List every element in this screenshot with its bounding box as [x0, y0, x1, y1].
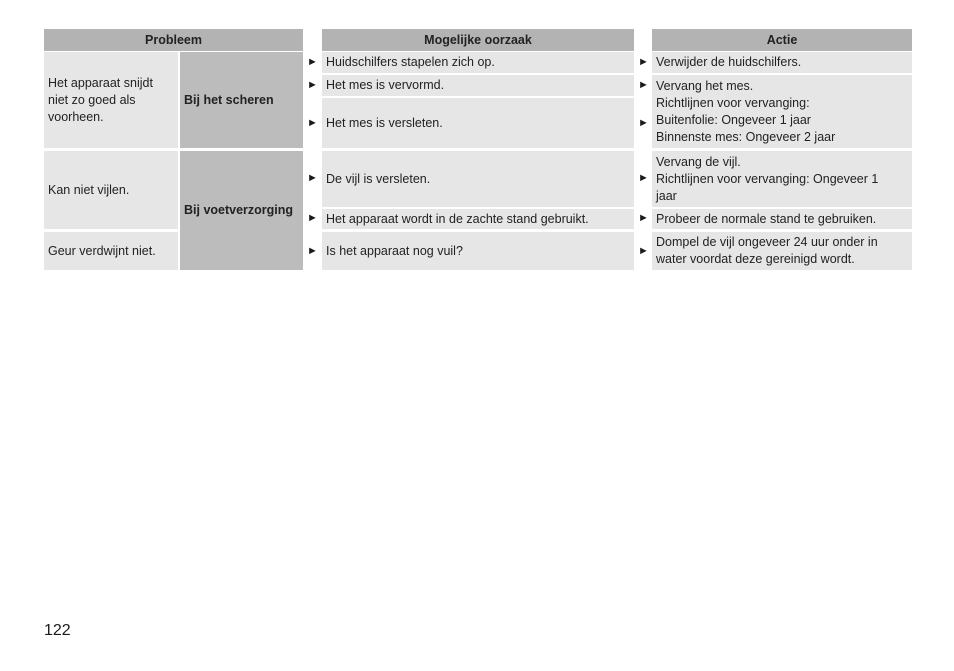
- cause-arrow-icon: ►: [307, 172, 318, 184]
- action-soak-file: Dompel de vijl ongeveer 24 uur onder in water voordat deze gereinigd wordt.: [652, 232, 912, 270]
- action-remove-flakes: Verwijder de huidschilfers.: [652, 52, 912, 73]
- context-foot-care: Bij voetverzorging: [180, 151, 303, 270]
- cause-arrow-icon: ►: [307, 56, 318, 68]
- cause-skin-flakes: Huidschilfers stapelen zich op.: [322, 52, 634, 73]
- action-normal-mode: Probeer de normale stand te gebruiken.: [652, 209, 912, 229]
- cause-soft-mode: Het apparaat wordt in de zachte stand gebruikt.: [322, 209, 634, 229]
- cause-arrow-icon: ►: [307, 79, 318, 91]
- action-replace-file: Vervang de vijl. Richtlijnen voor vervanging: Ongeveer 1 jaar: [652, 151, 912, 207]
- cause-arrow-icon: ►: [307, 117, 318, 129]
- problem-filing: Kan niet vijlen.: [44, 151, 178, 229]
- cause-file-worn: De vijl is versleten.: [322, 151, 634, 207]
- cause-arrow-icon: ►: [307, 212, 318, 224]
- page-number: 122: [44, 622, 71, 639]
- context-shaving: Bij het scheren: [180, 52, 303, 148]
- header-problem: Probleem: [44, 29, 303, 51]
- action-arrow-icon: ►: [638, 56, 649, 68]
- action-replace-blade: Vervang het mes. Richtlijnen voor vervanging: Buitenfolie: Ongeveer 1 jaar Binnenste mes: Ongeveer 2 jaar: [652, 75, 912, 148]
- action-arrow-icon: ►: [638, 212, 649, 224]
- action-arrow-icon: ►: [638, 245, 649, 257]
- cause-blade-worn: Het mes is versleten.: [322, 98, 634, 148]
- problem-odor: Geur verdwijnt niet.: [44, 232, 178, 270]
- header-cause: Mogelijke oorzaak: [322, 29, 634, 51]
- action-arrow-icon: ►: [638, 172, 649, 184]
- cause-still-dirty: Is het apparaat nog vuil?: [322, 232, 634, 270]
- cause-arrow-icon: ►: [307, 245, 318, 257]
- cause-blade-deformed: Het mes is vervormd.: [322, 75, 634, 96]
- action-arrow-icon: ►: [638, 117, 649, 129]
- action-arrow-icon: ►: [638, 79, 649, 91]
- problem-cutting: Het apparaat snijdt niet zo goed als voorheen.: [44, 52, 178, 148]
- header-action: Actie: [652, 29, 912, 51]
